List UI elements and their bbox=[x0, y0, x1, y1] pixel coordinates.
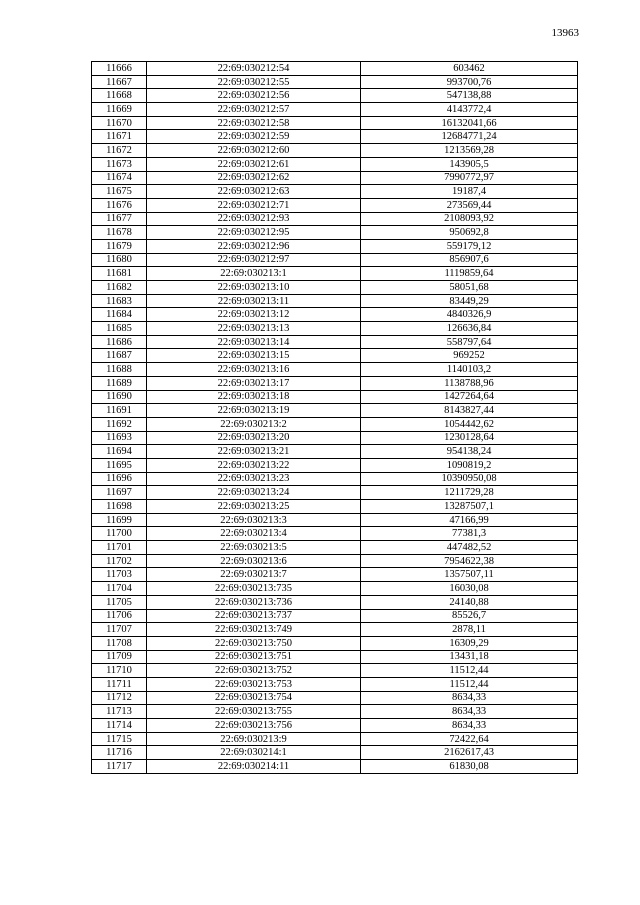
row-number-cell: 11712 bbox=[92, 691, 147, 705]
table-row bbox=[92, 198, 578, 212]
row-number-cell: 11666 bbox=[92, 62, 147, 76]
value-cell: 8634,33 bbox=[361, 705, 578, 719]
value-cell: 558797,64 bbox=[361, 335, 578, 349]
row-number-cell: 11713 bbox=[92, 705, 147, 719]
table-row bbox=[92, 568, 578, 582]
row-number-cell: 11703 bbox=[92, 568, 147, 582]
row-number-cell: 11672 bbox=[92, 144, 147, 158]
table-row bbox=[92, 431, 578, 445]
value-cell: 1230128,64 bbox=[361, 431, 578, 445]
cadastral-number-cell: 22:69:030213:756 bbox=[147, 719, 361, 733]
table-row bbox=[92, 376, 578, 390]
value-cell: 1119859,64 bbox=[361, 267, 578, 281]
table-row bbox=[92, 527, 578, 541]
table-row bbox=[92, 390, 578, 404]
row-number-cell: 11667 bbox=[92, 75, 147, 89]
row-number-cell: 11710 bbox=[92, 664, 147, 678]
row-number-cell: 11682 bbox=[92, 281, 147, 295]
table-row bbox=[92, 116, 578, 130]
value-cell: 85526,7 bbox=[361, 609, 578, 623]
table-row bbox=[92, 636, 578, 650]
cadastral-number-cell: 22:69:030212:96 bbox=[147, 239, 361, 253]
row-number-cell: 11707 bbox=[92, 623, 147, 637]
row-number-cell: 11716 bbox=[92, 746, 147, 760]
table-row bbox=[92, 349, 578, 363]
table-row bbox=[92, 486, 578, 500]
value-cell: 447482,52 bbox=[361, 541, 578, 555]
cadastral-number-cell: 22:69:030213:10 bbox=[147, 281, 361, 295]
row-number-cell: 11674 bbox=[92, 171, 147, 185]
value-cell: 993700,76 bbox=[361, 75, 578, 89]
value-cell: 8634,33 bbox=[361, 691, 578, 705]
row-number-cell: 11711 bbox=[92, 677, 147, 691]
row-number-cell: 11696 bbox=[92, 472, 147, 486]
table-row bbox=[92, 719, 578, 733]
table-row bbox=[92, 157, 578, 171]
table-row bbox=[92, 541, 578, 555]
cadastral-number-cell: 22:69:030213:21 bbox=[147, 445, 361, 459]
table-row bbox=[92, 760, 578, 774]
table-row bbox=[92, 185, 578, 199]
value-cell: 72422,64 bbox=[361, 732, 578, 746]
row-number-cell: 11671 bbox=[92, 130, 147, 144]
value-cell: 2162617,43 bbox=[361, 746, 578, 760]
cadastral-number-cell: 22:69:030212:56 bbox=[147, 89, 361, 103]
table-row bbox=[92, 89, 578, 103]
row-number-cell: 11709 bbox=[92, 650, 147, 664]
value-cell: 954138,24 bbox=[361, 445, 578, 459]
row-number-cell: 11705 bbox=[92, 595, 147, 609]
value-cell: 143905,5 bbox=[361, 157, 578, 171]
value-cell: 12684771,24 bbox=[361, 130, 578, 144]
table-row bbox=[92, 554, 578, 568]
row-number-cell: 11717 bbox=[92, 760, 147, 774]
table-row bbox=[92, 609, 578, 623]
cadastral-number-cell: 22:69:030213:754 bbox=[147, 691, 361, 705]
row-number-cell: 11676 bbox=[92, 198, 147, 212]
cadastral-number-cell: 22:69:030213:18 bbox=[147, 390, 361, 404]
table-row bbox=[92, 472, 578, 486]
table-row bbox=[92, 226, 578, 240]
value-cell: 1054442,62 bbox=[361, 417, 578, 431]
value-cell: 11512,44 bbox=[361, 664, 578, 678]
cadastral-number-cell: 22:69:030213:25 bbox=[147, 500, 361, 514]
value-cell: 2108093,92 bbox=[361, 212, 578, 226]
cadastral-number-cell: 22:69:030213:2 bbox=[147, 417, 361, 431]
cadastral-number-cell: 22:69:030213:16 bbox=[147, 363, 361, 377]
value-cell: 8634,33 bbox=[361, 719, 578, 733]
table-row bbox=[92, 267, 578, 281]
table-row bbox=[92, 322, 578, 336]
row-number-cell: 11668 bbox=[92, 89, 147, 103]
cadastral-number-cell: 22:69:030213:20 bbox=[147, 431, 361, 445]
table-row bbox=[92, 239, 578, 253]
row-number-cell: 11693 bbox=[92, 431, 147, 445]
row-number-cell: 11670 bbox=[92, 116, 147, 130]
value-cell: 7990772,97 bbox=[361, 171, 578, 185]
table-row bbox=[92, 171, 578, 185]
cadastral-number-cell: 22:69:030213:736 bbox=[147, 595, 361, 609]
value-cell: 603462 bbox=[361, 62, 578, 76]
cadastral-number-cell: 22:69:030213:13 bbox=[147, 322, 361, 336]
table-row bbox=[92, 691, 578, 705]
value-cell: 1090819,2 bbox=[361, 458, 578, 472]
cadastral-number-cell: 22:69:030212:57 bbox=[147, 103, 361, 117]
table-row bbox=[92, 363, 578, 377]
cadastral-number-cell: 22:69:030213:24 bbox=[147, 486, 361, 500]
table-row bbox=[92, 623, 578, 637]
table-row bbox=[92, 281, 578, 295]
row-number-cell: 11673 bbox=[92, 157, 147, 171]
value-cell: 1138788,96 bbox=[361, 376, 578, 390]
value-cell: 1211729,28 bbox=[361, 486, 578, 500]
value-cell: 969252 bbox=[361, 349, 578, 363]
cadastral-number-cell: 22:69:030213:749 bbox=[147, 623, 361, 637]
row-number-cell: 11681 bbox=[92, 267, 147, 281]
row-number-cell: 11698 bbox=[92, 500, 147, 514]
cadastral-number-cell: 22:69:030212:62 bbox=[147, 171, 361, 185]
cadastral-number-cell: 22:69:030213:12 bbox=[147, 308, 361, 322]
value-cell: 58051,68 bbox=[361, 281, 578, 295]
table-row bbox=[92, 513, 578, 527]
cadastral-number-cell: 22:69:030212:54 bbox=[147, 62, 361, 76]
row-number-cell: 11689 bbox=[92, 376, 147, 390]
cadastral-number-cell: 22:69:030214:1 bbox=[147, 746, 361, 760]
value-cell: 559179,12 bbox=[361, 239, 578, 253]
row-number-cell: 11684 bbox=[92, 308, 147, 322]
value-cell: 8143827,44 bbox=[361, 404, 578, 418]
table-row bbox=[92, 500, 578, 514]
value-cell: 1213569,28 bbox=[361, 144, 578, 158]
row-number-cell: 11701 bbox=[92, 541, 147, 555]
value-cell: 13287507,1 bbox=[361, 500, 578, 514]
table-row bbox=[92, 103, 578, 117]
row-number-cell: 11694 bbox=[92, 445, 147, 459]
cadastral-number-cell: 22:69:030213:17 bbox=[147, 376, 361, 390]
table-row bbox=[92, 650, 578, 664]
cadastral-number-cell: 22:69:030212:97 bbox=[147, 253, 361, 267]
value-cell: 1357507,11 bbox=[361, 568, 578, 582]
value-cell: 10390950,08 bbox=[361, 472, 578, 486]
value-cell: 83449,29 bbox=[361, 294, 578, 308]
table-row bbox=[92, 404, 578, 418]
cadastral-number-cell: 22:69:030212:60 bbox=[147, 144, 361, 158]
row-number-cell: 11685 bbox=[92, 322, 147, 336]
row-number-cell: 11708 bbox=[92, 636, 147, 650]
row-number-cell: 11699 bbox=[92, 513, 147, 527]
value-cell: 19187,4 bbox=[361, 185, 578, 199]
row-number-cell: 11702 bbox=[92, 554, 147, 568]
cadastral-number-cell: 22:69:030213:14 bbox=[147, 335, 361, 349]
row-number-cell: 11678 bbox=[92, 226, 147, 240]
table-row bbox=[92, 253, 578, 267]
value-cell: 547138,88 bbox=[361, 89, 578, 103]
cadastral-number-cell: 22:69:030213:752 bbox=[147, 664, 361, 678]
value-cell: 47166,99 bbox=[361, 513, 578, 527]
value-cell: 4840326,9 bbox=[361, 308, 578, 322]
table-row bbox=[92, 62, 578, 76]
value-cell: 1427264,64 bbox=[361, 390, 578, 404]
cadastral-number-cell: 22:69:030213:7 bbox=[147, 568, 361, 582]
row-number-cell: 11704 bbox=[92, 582, 147, 596]
row-number-cell: 11700 bbox=[92, 527, 147, 541]
row-number-cell: 11692 bbox=[92, 417, 147, 431]
cadastral-number-cell: 22:69:030213:5 bbox=[147, 541, 361, 555]
page-number: 13963 bbox=[551, 27, 579, 39]
value-cell: 16309,29 bbox=[361, 636, 578, 650]
cadastral-number-cell: 22:69:030213:15 bbox=[147, 349, 361, 363]
value-cell: 13431,18 bbox=[361, 650, 578, 664]
row-number-cell: 11697 bbox=[92, 486, 147, 500]
cadastral-number-cell: 22:69:030212:95 bbox=[147, 226, 361, 240]
row-number-cell: 11687 bbox=[92, 349, 147, 363]
table-row bbox=[92, 130, 578, 144]
table-row bbox=[92, 746, 578, 760]
cadastral-number-cell: 22:69:030213:737 bbox=[147, 609, 361, 623]
value-cell: 16132041,66 bbox=[361, 116, 578, 130]
data-table bbox=[91, 61, 578, 774]
table-row bbox=[92, 294, 578, 308]
cadastral-number-cell: 22:69:030213:19 bbox=[147, 404, 361, 418]
table-body bbox=[92, 62, 578, 774]
cadastral-number-cell: 22:69:030213:751 bbox=[147, 650, 361, 664]
row-number-cell: 11706 bbox=[92, 609, 147, 623]
cadastral-number-cell: 22:69:030213:1 bbox=[147, 267, 361, 281]
table-row bbox=[92, 335, 578, 349]
table-row bbox=[92, 705, 578, 719]
row-number-cell: 11691 bbox=[92, 404, 147, 418]
cadastral-number-cell: 22:69:030213:6 bbox=[147, 554, 361, 568]
value-cell: 856907,6 bbox=[361, 253, 578, 267]
row-number-cell: 11680 bbox=[92, 253, 147, 267]
value-cell: 2878,11 bbox=[361, 623, 578, 637]
cadastral-number-cell: 22:69:030213:9 bbox=[147, 732, 361, 746]
cadastral-number-cell: 22:69:030214:11 bbox=[147, 760, 361, 774]
table-row bbox=[92, 582, 578, 596]
value-cell: 1140103,2 bbox=[361, 363, 578, 377]
cadastral-number-cell: 22:69:030213:750 bbox=[147, 636, 361, 650]
table-row bbox=[92, 212, 578, 226]
row-number-cell: 11688 bbox=[92, 363, 147, 377]
cadastral-number-cell: 22:69:030212:55 bbox=[147, 75, 361, 89]
row-number-cell: 11679 bbox=[92, 239, 147, 253]
cadastral-number-cell: 22:69:030213:735 bbox=[147, 582, 361, 596]
cadastral-number-cell: 22:69:030213:11 bbox=[147, 294, 361, 308]
value-cell: 950692,8 bbox=[361, 226, 578, 240]
cadastral-number-cell: 22:69:030212:61 bbox=[147, 157, 361, 171]
row-number-cell: 11686 bbox=[92, 335, 147, 349]
value-cell: 273569,44 bbox=[361, 198, 578, 212]
value-cell: 11512,44 bbox=[361, 677, 578, 691]
cadastral-number-cell: 22:69:030212:71 bbox=[147, 198, 361, 212]
table-row bbox=[92, 144, 578, 158]
table-row bbox=[92, 677, 578, 691]
cadastral-number-cell: 22:69:030213:753 bbox=[147, 677, 361, 691]
value-cell: 16030,08 bbox=[361, 582, 578, 596]
row-number-cell: 11695 bbox=[92, 458, 147, 472]
value-cell: 7954622,38 bbox=[361, 554, 578, 568]
value-cell: 4143772,4 bbox=[361, 103, 578, 117]
table-row bbox=[92, 417, 578, 431]
value-cell: 24140,88 bbox=[361, 595, 578, 609]
row-number-cell: 11714 bbox=[92, 719, 147, 733]
value-cell: 77381,3 bbox=[361, 527, 578, 541]
table-row bbox=[92, 308, 578, 322]
cadastral-number-cell: 22:69:030213:22 bbox=[147, 458, 361, 472]
row-number-cell: 11683 bbox=[92, 294, 147, 308]
table-row bbox=[92, 595, 578, 609]
row-number-cell: 11715 bbox=[92, 732, 147, 746]
cadastral-number-cell: 22:69:030212:58 bbox=[147, 116, 361, 130]
value-cell: 61830,08 bbox=[361, 760, 578, 774]
table-row bbox=[92, 75, 578, 89]
table-row bbox=[92, 664, 578, 678]
row-number-cell: 11677 bbox=[92, 212, 147, 226]
row-number-cell: 11669 bbox=[92, 103, 147, 117]
table-row bbox=[92, 458, 578, 472]
cadastral-number-cell: 22:69:030213:755 bbox=[147, 705, 361, 719]
cadastral-number-cell: 22:69:030212:63 bbox=[147, 185, 361, 199]
cadastral-number-cell: 22:69:030213:23 bbox=[147, 472, 361, 486]
cadastral-number-cell: 22:69:030213:4 bbox=[147, 527, 361, 541]
cadastral-number-cell: 22:69:030212:93 bbox=[147, 212, 361, 226]
table-row bbox=[92, 732, 578, 746]
row-number-cell: 11690 bbox=[92, 390, 147, 404]
row-number-cell: 11675 bbox=[92, 185, 147, 199]
table-row bbox=[92, 445, 578, 459]
cadastral-number-cell: 22:69:030212:59 bbox=[147, 130, 361, 144]
value-cell: 126636,84 bbox=[361, 322, 578, 336]
cadastral-number-cell: 22:69:030213:3 bbox=[147, 513, 361, 527]
